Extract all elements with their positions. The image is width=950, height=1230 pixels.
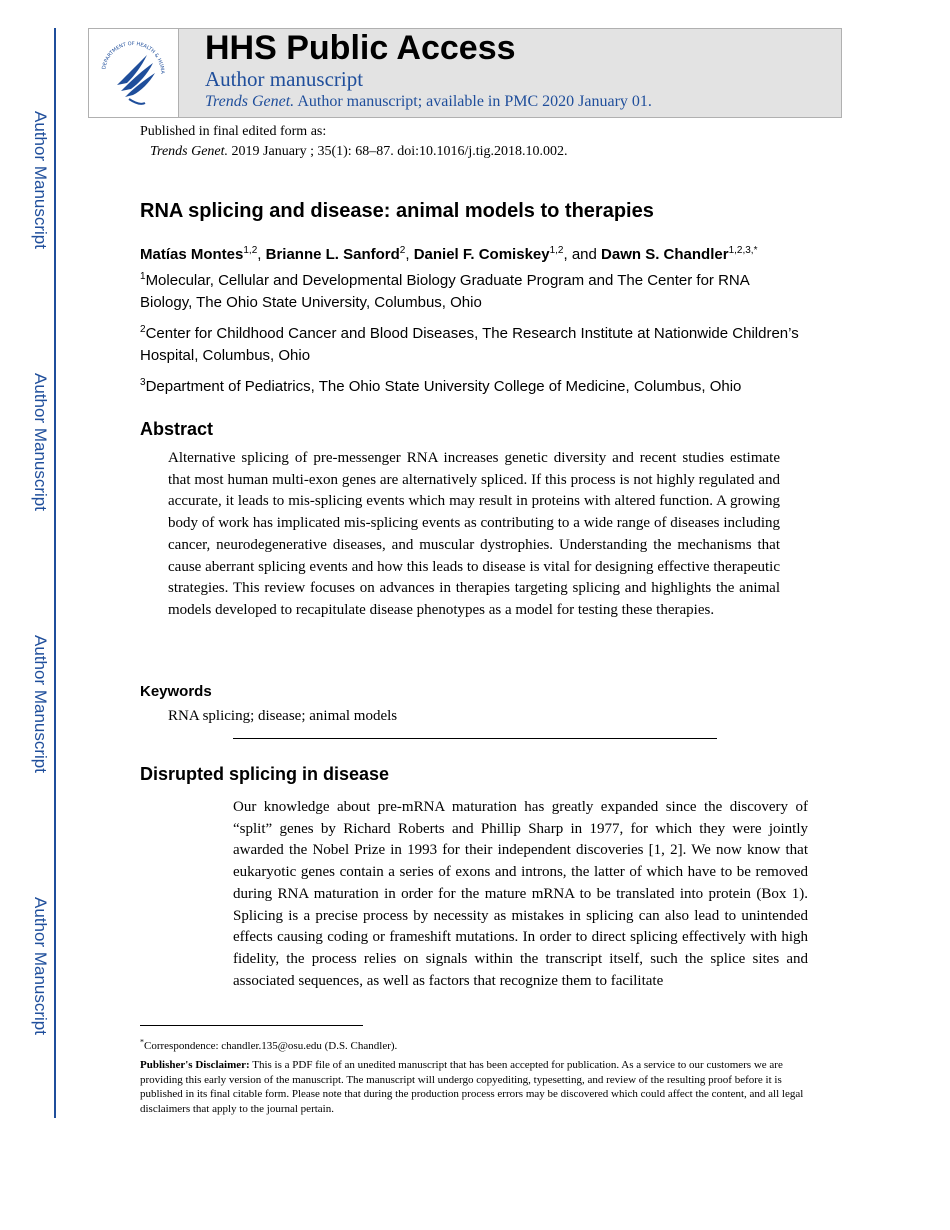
hhs-logo bbox=[89, 29, 179, 117]
abstract-heading: Abstract bbox=[140, 419, 214, 439]
keywords-text: RNA splicing; disease; animal models bbox=[168, 708, 398, 724]
hhs-eagle-logo-icon bbox=[95, 33, 171, 113]
citation-journal: Trends Genet. bbox=[150, 144, 229, 159]
header-subtitle: Author manuscript bbox=[205, 67, 364, 91]
author-affiliation-sup: 1,2 bbox=[549, 245, 564, 256]
publisher-disclaimer bbox=[140, 1058, 805, 1116]
author-name: Matías Montes bbox=[140, 246, 244, 263]
author-affiliation-sup: 1,2,3,* bbox=[728, 245, 758, 256]
section-heading: Disrupted splicing in disease bbox=[140, 764, 390, 784]
published-label: Published in final edited form as: bbox=[140, 124, 327, 139]
affiliation-number: 2 bbox=[140, 324, 146, 335]
margin-rule bbox=[54, 28, 56, 1118]
header-availability bbox=[205, 93, 652, 111]
correspondence-text: Correspondence: chandler.135@osu.edu (D.S. Chandler). bbox=[144, 1040, 398, 1052]
author-list: Matías Montes$^{1,2}$, Brianne L. Sanford$^2$, Daniel F. Comiskey$^{1,2}$, and Dawn S. Chandler$^{1,2,3,*}$ bbox=[140, 245, 758, 263]
keywords-divider bbox=[233, 738, 717, 739]
disclaimer-label: Publisher's Disclaimer: bbox=[140, 1059, 250, 1071]
affiliation bbox=[140, 376, 800, 398]
footnote-divider bbox=[140, 1025, 363, 1026]
affiliation-text: Department of Pediatrics, The Ohio State University College of Medicine, Columbus, Ohio bbox=[145, 378, 742, 395]
keywords-heading: Keywords bbox=[140, 683, 212, 700]
side-label: Author Manuscript bbox=[31, 111, 50, 249]
author-and: , and bbox=[563, 246, 602, 263]
disclaimer-text: This is a PDF file of an unedited manuscript that has been accepted for publication. As a service to our customers we are providing this early version of the manuscript. The manuscript will undergo copyediting, typesetting, and review of the resulting proof before it is published in its final citable form. Please note that during the production process errors may be discovered which could affect the content, and all legal disclaimers that apply to the journal pertain. bbox=[140, 1059, 804, 1115]
citation-details: 2019 January ; 35(1): 68–87. doi:10.1016/j.tig.2018.10.002. bbox=[231, 144, 568, 159]
correspondence-footnote bbox=[140, 1037, 398, 1052]
side-label: Author Manuscript bbox=[31, 635, 50, 773]
section-body-text: Our knowledge about pre-mRNA maturation has greatly expanded since the discovery of “split” genes by Richard Roberts and Phillip Sharp in 1977, for which they were jointly awarded the Nobel Prize in 1993 for their independent discoveries [1, 2]. We now know that eukaryotic genes contain a series of exons and introns, the latter of which have to be removed during RNA maturation in order for the mature mRNA to be translated into protein (Box 1). Splicing is a precise process by necessity as mistakes in splicing can also lead to unintended effects causing coding or frameshift mutations. In order to direct splicing effectively with high fidelity, the process relies on signals within the transcript itself, such the splice sites and associated sequences, as well as factors that recognize them to facilitate bbox=[233, 799, 808, 989]
affiliation-number: 1 bbox=[140, 271, 146, 282]
affiliation-text: Center for Childhood Cancer and Blood Diseases, The Research Institute at Nationwide Children’s Hospital, Columbus, Ohio bbox=[140, 325, 799, 364]
header-title: HHS Public Access bbox=[205, 29, 516, 67]
author-affiliation-sup: 2 bbox=[399, 245, 406, 256]
affiliation bbox=[140, 270, 800, 314]
affiliation-text: Molecular, Cellular and Developmental Biology Graduate Program and The Center for RNA Biology, The Ohio State University, Columbus, Ohio bbox=[140, 272, 749, 311]
footnote-marker: * bbox=[140, 1037, 144, 1047]
author-affiliation-sup: 1,2 bbox=[243, 245, 258, 256]
article-title: RNA splicing and disease: animal models to therapies bbox=[140, 200, 654, 222]
header-availability-text: Author manuscript; available in PMC 2020 January 01. bbox=[297, 93, 652, 110]
author-name: Brianne L. Sanford bbox=[265, 246, 400, 263]
author-name: Dawn S. Chandler bbox=[601, 246, 729, 263]
affiliation bbox=[140, 323, 800, 367]
affiliation-number: 3 bbox=[140, 377, 146, 388]
author-name: Daniel F. Comiskey bbox=[413, 246, 550, 263]
header-journal: Trends Genet. bbox=[205, 93, 295, 110]
hhs-header bbox=[88, 28, 842, 118]
citation bbox=[150, 141, 568, 162]
side-label: Author Manuscript bbox=[31, 373, 50, 511]
abstract-text: Alternative splicing of pre-messenger RNA increases genetic diversity and recent studies estimate that most human multi-exon genes are alternatively spliced. If this process is not highly regulated and accurate, it leads to mis-splicing events which may result in proteins with altered function. A growing body of work has implicated mis-splicing events as contributing to a wide range of diseases including cancer, neurodegenerative diseases, and muscular dystrophies. Understanding the mechanisms that cause aberrant splicing events and how this leads to disease is vital for designing effective therapeutic strategies. This review focuses on advances in therapies targeting splicing and highlights the animal models developed to recapitulate disease phenotypes as a model for testing these therapies. bbox=[168, 450, 780, 618]
side-label: Author Manuscript bbox=[31, 897, 50, 1035]
svg-text:DEPARTMENT OF HEALTH & HUMAN S: DEPARTMENT OF HEALTH & HUMA bbox=[101, 40, 166, 75]
